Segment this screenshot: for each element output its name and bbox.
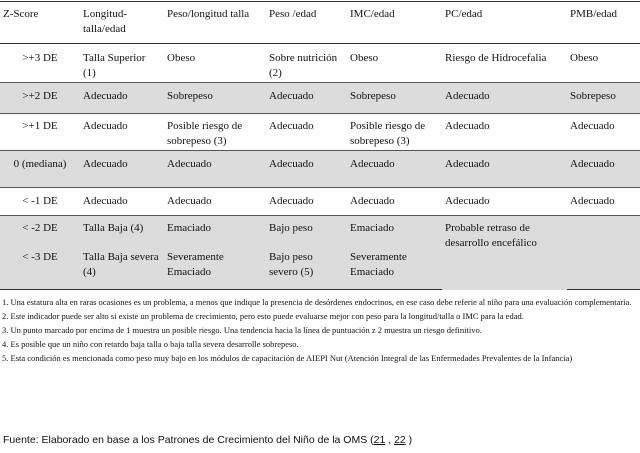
cell-longitud: Talla Baja severa (4) (80, 246, 164, 290)
header-imc-edad: IMC/edad (347, 2, 442, 44)
cell-zscore: >+1 DE (0, 114, 80, 151)
cell-peso-longitud: Obeso (167, 52, 196, 64)
header-pmb-edad: PMB/edad (567, 2, 640, 44)
footnote-4: 4. Es posible que un niño con retardo baja talla o baja talla severa desarrolle sobrepeso. (2, 339, 299, 349)
cell-peso-longitud: Posible riesgo de sobrepeso (3) (164, 114, 266, 151)
header-pc-edad: PC/edad (442, 2, 567, 44)
cell-zscore: 0 (mediana) (0, 151, 80, 188)
reference-link-22[interactable]: 22 (394, 434, 406, 446)
cell-peso-longitud: Adecuado (164, 188, 266, 216)
cell-longitud: Adecuado (80, 188, 164, 216)
cell-longitud: Adecuado (80, 83, 164, 114)
cell-pc: Adecuado (442, 114, 567, 151)
cell-pmb: Adecuado (567, 188, 640, 216)
cell-zscore: >+2 DE (0, 83, 80, 114)
cell-pc-merged: Probable retraso de desarrollo encefálico (442, 216, 567, 290)
source-separator: , (385, 434, 395, 446)
table-row (0, 188, 640, 216)
cell-imc: Posible riesgo de sobrepeso (3) (347, 114, 442, 151)
cell-zscore: < -2 DE (0, 216, 80, 246)
cell-imc: Adecuado (347, 151, 442, 188)
header-zscore: Z-Score (0, 2, 80, 44)
cell-pmb (567, 216, 640, 246)
cell-zscore: < -1 DE (0, 188, 80, 216)
cell-peso-edad: Bajo peso (266, 216, 347, 246)
header-row (0, 2, 640, 44)
cell-zscore: < -3 DE (0, 246, 80, 290)
reference-link-21[interactable]: 21 (373, 434, 386, 446)
cell-peso-edad: Adecuado (266, 114, 347, 151)
cell-peso-longitud: Adecuado (164, 151, 266, 188)
cell-peso-edad: Adecuado (266, 83, 347, 114)
table-row (0, 44, 640, 83)
footnote-5: 5. Esta condición es mencionada como peso muy bajo en los módulos de capacitación de AIEPI Nut (Atención Integral de las Enfermedades Prevalentes de la Infancia) (2, 353, 573, 363)
cell-longitud: Talla Superior (1) (83, 52, 146, 79)
cell-peso-longitud: Sobrepeso (164, 83, 266, 114)
zscore-table (0, 1, 640, 290)
cell-pc: Adecuado (442, 83, 567, 114)
table-row (0, 216, 640, 246)
header-peso-longitud-talla: Peso/longitud talla (164, 2, 266, 44)
cell-pc: Adecuado (442, 151, 567, 188)
cell-pmb (567, 246, 640, 290)
table-row (0, 83, 640, 114)
cell-longitud: Adecuado (80, 151, 164, 188)
cell-longitud: Adecuado (80, 114, 164, 151)
footnote-3: 3. Un punto marcado por encima de 1 muestra un posible riesgo. Una tendencia hacia la línea de puntuación z 2 muestra un riesgo definitivo. (2, 325, 482, 335)
footnote-1: 1. Una estatura alta en raras ocasiones es un problema, a menos que indique la presencia de desórdenes endocrinos, en ese caso debe referie al niño para una evaluación complementaria. (2, 297, 632, 307)
cell-pmb: Sobrepeso (567, 83, 640, 114)
cell-pc: Riesgo de Hidrocefalia (445, 52, 547, 64)
cell-imc: Severamente Emaciado (347, 246, 442, 290)
source-text: Fuente: Elaborado en base a los Patrones de Crecimiento del Niño de la OMS ( (3, 434, 374, 446)
footnotes (2, 295, 632, 365)
cell-peso-edad: Bajo peso severo (5) (266, 246, 347, 290)
header-peso-edad: Peso /edad (266, 2, 347, 44)
cell-longitud: Talla Baja (4) (80, 216, 164, 246)
header-longitud-talla-edad: Longitud-talla/edad (80, 2, 164, 44)
cell-zscore: >+3 DE (22, 52, 58, 64)
cell-pmb: Adecuado (567, 151, 640, 188)
cell-imc: Adecuado (347, 188, 442, 216)
cell-imc: Emaciado (347, 216, 442, 246)
footnote-2: 2. Este indicador puede ser alto si existe un problema de crecimiento, pero esto puede evaluarse mejor con peso para la longitud/talla o IMC para la edad. (2, 311, 524, 321)
cell-peso-longitud: Emaciado (164, 216, 266, 246)
cell-peso-edad: Sobre nutrición (2) (269, 52, 338, 79)
cell-imc: Obeso (350, 52, 379, 64)
cell-imc: Sobrepeso (347, 83, 442, 114)
source-suffix: ) (405, 434, 413, 446)
cell-peso-edad: Adecuado (266, 151, 347, 188)
source-line (3, 433, 412, 447)
table-row (0, 151, 640, 188)
cell-pmb: Obeso (570, 52, 599, 64)
cell-pc: Adecuado (442, 188, 567, 216)
cell-peso-edad: Adecuado (266, 188, 347, 216)
table-row (0, 114, 640, 151)
cell-peso-longitud: Severamente Emaciado (164, 246, 266, 290)
cell-pmb: Adecuado (567, 114, 640, 151)
